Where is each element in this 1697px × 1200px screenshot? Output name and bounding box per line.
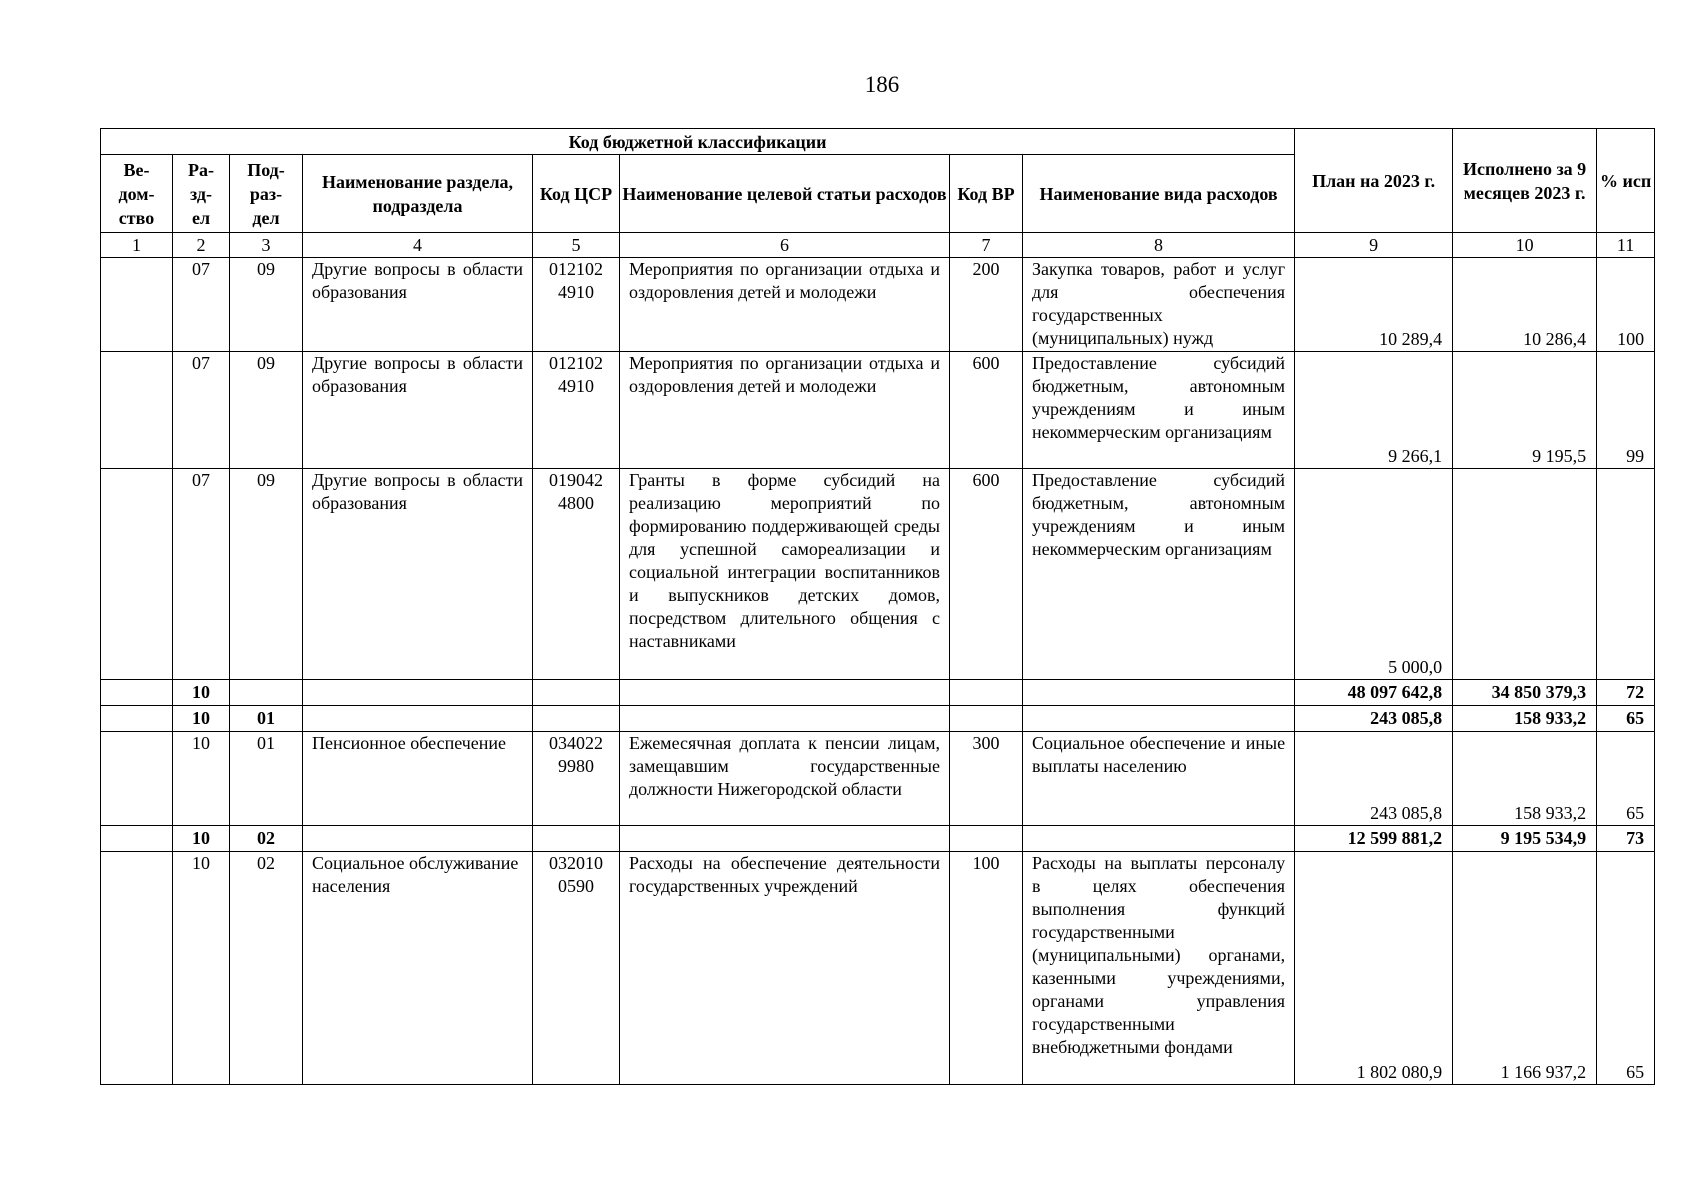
cell-target-name: [620, 826, 950, 852]
cell-target-name: [620, 680, 950, 706]
cell-vr: 600: [950, 469, 1023, 680]
cell-razdel-name: [303, 706, 533, 732]
cell-razdel: 10: [173, 826, 230, 852]
cell-vr: 200: [950, 258, 1023, 352]
column-number: 9: [1295, 233, 1453, 258]
cell-target-name: Ежемесячная доплата к пенсии лицам, замещавшим государственные должности Нижегородской области: [620, 732, 950, 826]
cell-vr-name: Предоставление субсидий бюджетным, автономным учреждениям и иным некоммерческим организациям: [1023, 352, 1295, 469]
cell-razdel: 10: [173, 732, 230, 826]
column-number: 6: [620, 233, 950, 258]
cell-target-name: Гранты в форме субсидий на реализацию мероприятий по формированию поддерживающей среды для успешной самореализации и социальной интеграции воспитанников и выпускников детских домов, посредством длительного общения с наставниками: [620, 469, 950, 680]
cell-podrazdel: 09: [230, 352, 303, 469]
cell-done: 1 166 937,2: [1453, 852, 1597, 1085]
cell-razdel-name: Пенсионное обеспечение: [303, 732, 533, 826]
total-row: [101, 826, 1655, 852]
header-budget-classification: Код бюджетной классификации: [101, 129, 1295, 155]
table-row: [101, 469, 1655, 680]
cell-razdel: 10: [173, 706, 230, 732]
cell-percent: 99: [1597, 352, 1655, 469]
cell-vr: [950, 706, 1023, 732]
page-number: 186: [864, 72, 900, 97]
cell-podrazdel: 02: [230, 826, 303, 852]
cell-done: [1453, 469, 1597, 680]
cell-plan: 9 266,1: [1295, 352, 1453, 469]
column-number: 4: [303, 233, 533, 258]
cell-done: 9 195 534,9: [1453, 826, 1597, 852]
table-row: [101, 852, 1655, 1085]
cell-vr: 100: [950, 852, 1023, 1085]
cell-vedomstvo: [101, 826, 173, 852]
cell-plan: 12 599 881,2: [1295, 826, 1453, 852]
cell-vr-name: Предоставление субсидий бюджетным, автономным учреждениям и иным некоммерческим организациям: [1023, 469, 1295, 680]
header-razdel-name: Наименование раздела, подраздела: [303, 155, 533, 233]
cell-percent: 72: [1597, 680, 1655, 706]
column-number: 5: [533, 233, 620, 258]
header-vr-name: Наименование вида расходов: [1023, 155, 1295, 233]
cell-plan: 5 000,0: [1295, 469, 1453, 680]
cell-percent: 100: [1597, 258, 1655, 352]
cell-vedomstvo: [101, 706, 173, 732]
cell-target-name: Расходы на обеспечение деятельности государственных учреждений: [620, 852, 950, 1085]
cell-percent: 65: [1597, 706, 1655, 732]
cell-percent: [1597, 469, 1655, 680]
column-number: 10: [1453, 233, 1597, 258]
header-vr: Код ВР: [950, 155, 1023, 233]
cell-vr-name: Социальное обеспечение и иные выплаты населению: [1023, 732, 1295, 826]
table-row: [101, 732, 1655, 826]
cell-csr: 034022 9980: [533, 732, 620, 826]
cell-csr: [533, 680, 620, 706]
header-done: Исполнено за 9 месяцев 2023 г.: [1453, 129, 1597, 233]
cell-podrazdel: [230, 680, 303, 706]
cell-vr-name: [1023, 680, 1295, 706]
header-vedomstvo: Ве- дом- ство: [101, 155, 173, 233]
cell-razdel-name: Другие вопросы в области образования: [303, 469, 533, 680]
cell-vedomstvo: [101, 852, 173, 1085]
table-row: [101, 352, 1655, 469]
cell-vr: 300: [950, 732, 1023, 826]
cell-percent: 65: [1597, 732, 1655, 826]
header-plan: План на 2023 г.: [1295, 129, 1453, 233]
column-number: 8: [1023, 233, 1295, 258]
header-target-name: Наименование целевой статьи расходов: [620, 155, 950, 233]
cell-vr-name: [1023, 826, 1295, 852]
cell-done: 10 286,4: [1453, 258, 1597, 352]
total-row: [101, 680, 1655, 706]
cell-razdel-name: [303, 680, 533, 706]
total-row: [101, 706, 1655, 732]
cell-done: 158 933,2: [1453, 732, 1597, 826]
cell-done: 158 933,2: [1453, 706, 1597, 732]
column-number: 2: [173, 233, 230, 258]
column-number: 11: [1597, 233, 1655, 258]
cell-vr: 600: [950, 352, 1023, 469]
cell-plan: 243 085,8: [1295, 706, 1453, 732]
cell-razdel-name: [303, 826, 533, 852]
cell-podrazdel: 02: [230, 852, 303, 1085]
cell-podrazdel: 01: [230, 706, 303, 732]
cell-csr: 032010 0590: [533, 852, 620, 1085]
cell-razdel: 07: [173, 352, 230, 469]
cell-target-name: Мероприятия по организации отдыха и оздоровления детей и молодежи: [620, 352, 950, 469]
column-number: 1: [101, 233, 173, 258]
cell-percent: 65: [1597, 852, 1655, 1085]
cell-podrazdel: 09: [230, 469, 303, 680]
cell-plan: 10 289,4: [1295, 258, 1453, 352]
cell-plan: 243 085,8: [1295, 732, 1453, 826]
cell-csr: [533, 826, 620, 852]
budget-table: [100, 128, 1655, 1085]
cell-podrazdel: 09: [230, 258, 303, 352]
cell-done: 9 195,5: [1453, 352, 1597, 469]
cell-plan: 1 802 080,9: [1295, 852, 1453, 1085]
column-numbers-row: [101, 233, 1655, 258]
cell-razdel: 10: [173, 680, 230, 706]
header-podrazdel: Под- раз- дел: [230, 155, 303, 233]
cell-vedomstvo: [101, 469, 173, 680]
cell-razdel: 07: [173, 469, 230, 680]
cell-razdel-name: Социальное обслуживание населения: [303, 852, 533, 1085]
cell-vr-name: Закупка товаров, работ и услуг для обеспечения государственных (муниципальных) нужд: [1023, 258, 1295, 352]
cell-csr: [533, 706, 620, 732]
cell-target-name: [620, 706, 950, 732]
cell-vr-name: Расходы на выплаты персоналу в целях обеспечения выполнения функций государственными (муниципальными) органами, казенными учреждениями, органами управления государственными внебюджетными фондами: [1023, 852, 1295, 1085]
cell-plan: 48 097 642,8: [1295, 680, 1453, 706]
cell-done: 34 850 379,3: [1453, 680, 1597, 706]
cell-razdel: 10: [173, 852, 230, 1085]
cell-vr: [950, 680, 1023, 706]
cell-target-name: Мероприятия по организации отдыха и оздоровления детей и молодежи: [620, 258, 950, 352]
header-razdel: Ра- зд- ел: [173, 155, 230, 233]
table-row: [101, 258, 1655, 352]
cell-vedomstvo: [101, 258, 173, 352]
header-csr: Код ЦСР: [533, 155, 620, 233]
cell-razdel: 07: [173, 258, 230, 352]
cell-csr: 012102 4910: [533, 258, 620, 352]
cell-podrazdel: 01: [230, 732, 303, 826]
column-number: 7: [950, 233, 1023, 258]
cell-vr-name: [1023, 706, 1295, 732]
cell-csr: 012102 4910: [533, 352, 620, 469]
cell-vedomstvo: [101, 680, 173, 706]
cell-razdel-name: Другие вопросы в области образования: [303, 352, 533, 469]
cell-csr: 019042 4800: [533, 469, 620, 680]
cell-percent: 73: [1597, 826, 1655, 852]
cell-vr: [950, 826, 1023, 852]
column-number: 3: [230, 233, 303, 258]
cell-vedomstvo: [101, 352, 173, 469]
header-percent: % исп: [1597, 129, 1655, 233]
cell-razdel-name: Другие вопросы в области образования: [303, 258, 533, 352]
cell-vedomstvo: [101, 732, 173, 826]
